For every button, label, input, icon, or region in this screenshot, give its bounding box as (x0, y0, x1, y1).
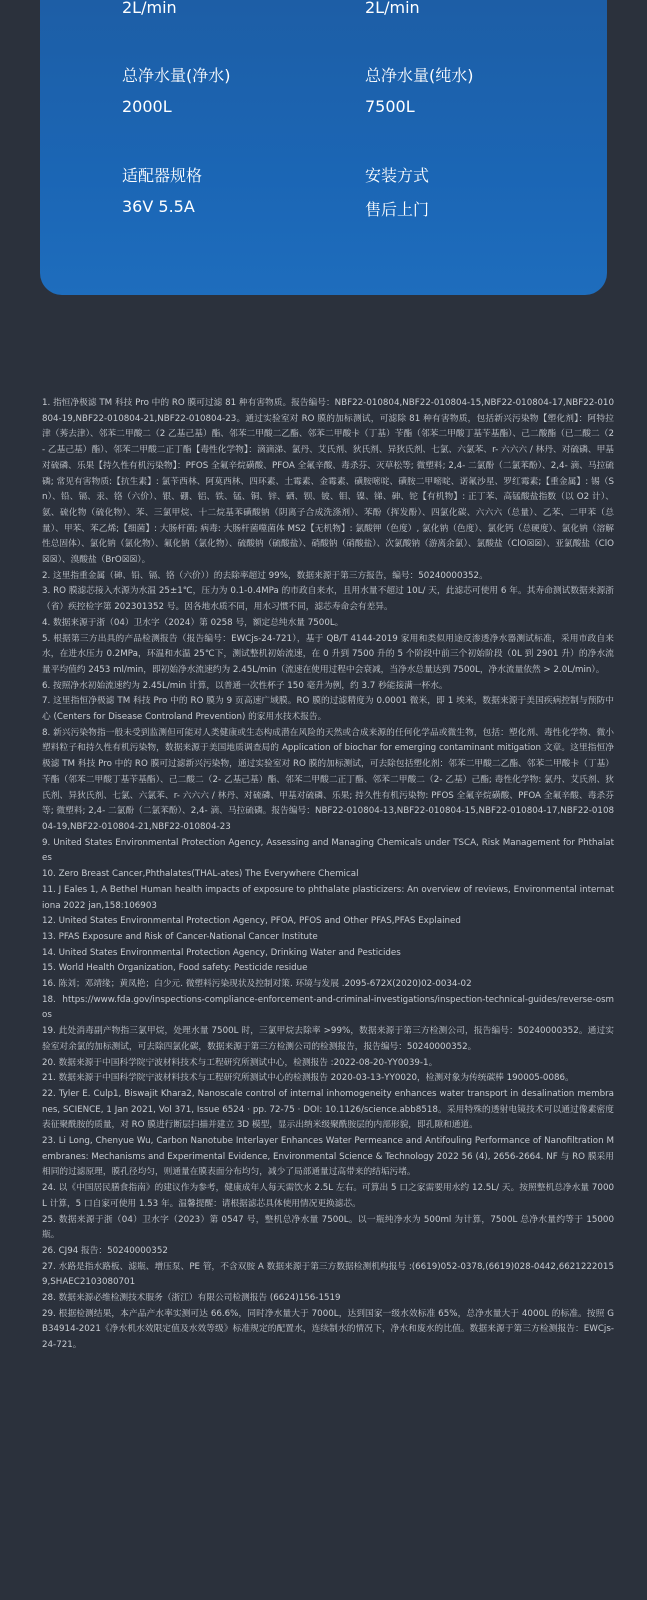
footnote: 25. 数据来源于浙（04）卫水字（2023）第 0547 号，整机总净水量 7500L。以一瓶纯净水为 500ml 为计算，7500L 总净水量约等于 15000 瓶。 (42, 1214, 614, 1241)
footnote: 24. 以《中国居民膳食指南》的建议作为参考，健康成年人每天需饮水 2.5L 左右。可算出 5 口之家需要用水约 12.5L/ 天。按照整机总净水量 7000L 计算，5 口自家可使用 1.53 年。温馨提醒：请根据滤芯具体使用情况更换滤芯。 (42, 1183, 614, 1209)
footnote: 28. 数据来源必维检测技术服务（浙江）有限公司检测报告 (6624)156-1519 (42, 1293, 341, 1304)
install-method-value: 售后上门 (365, 200, 430, 219)
install-method-label: 安装方式 (365, 166, 430, 185)
footnote: 29. 根据检测结果，本产品产水率实测可达 66.6%，同时净水量大于 7000L，达到国家一级水效标准 65%，总净水量大于 4000L 的标准。按照 GB34914-2021《净水机水效限定值及水效等级》标准规定的配置水，连续制水的情况下，净水和废水的比值。数据来源于第三方检测报告：EWCjs-24-721。 (42, 1308, 614, 1351)
adapter-spec-label: 适配器规格 (122, 166, 203, 185)
spec-card (40, 0, 607, 295)
clean-water-volume-label: 总净水量(净水) (122, 66, 231, 85)
footnote: 13. PFAS Exposure and Risk of Cancer-National Cancer Institute (42, 931, 318, 942)
footnote: 10. Zero Breast Cancer,Phthalates(THAL-ates) The Everywhere Chemical (42, 869, 359, 880)
footnote: 20. 数据来源于中国科学院宁波材料技术与工程研究所测试中心，检测报告 :2022-08-20-YY0039-1。 (42, 1057, 438, 1068)
footnote: 7. 这里指恒净极滤 TM 科技 Pro 中的 RO 膜为 9 页高速广域膜。RO 膜的过滤精度为 0.0001 微米，即 1 埃米，数据来源于美国疾病控制与预防中心 (Centers for Disease Controland Prevention) 的家用水技术报告。 (42, 696, 614, 723)
adapter-spec-value: 36V 5.5A (122, 197, 195, 216)
pure-water-volume-label: 总净水量(纯水) (365, 66, 474, 85)
footnote: 4. 数据来源于浙（04）卫水字（2024）第 0258 号，额定总纯水量 7500L。 (42, 617, 344, 628)
footnote: 2. 这里指重金属（砷、铅、镉、铬（六价））的去除率超过 99%，数据来源于第三方报告，编号：50240000352。 (42, 570, 488, 581)
footnotes (42, 396, 614, 1354)
footnote: 9. United States Environmental Protection Agency, Assessing and Managing Chemicals under TSCA, Risk Management for Phthalates (42, 837, 614, 864)
footnote: 3. RO 膜滤芯接入水源为水温 25±1℃，压力为 0.1-0.4MPa 的市政自来水，且用水量不超过 10L/ 天，此滤芯可使用 6 年。其寿命测试数据来源浙（省）疾控检字第 202301352 号。因各地水质不同，用水习惯不同，滤芯寿命会有差异。 (42, 586, 614, 613)
clean-water-volume-value: 2000L (122, 97, 172, 116)
pure-water-volume-value: 7500L (365, 97, 415, 116)
footnote: 8. 新兴污染物指一般未受到监测但可能对人类健康或生态构成潜在风险的天然或合成来源的任何化学品或微生物，包括：塑化剂、毒性化学物、微小塑料粒子和持久性有机污染物，数据来源于美国地质调查局的 Application of biochar for emerging contaminant mitigation 文章。这里指恒净极滤 TM 科技 Pro 中的 RO 膜可过滤新兴污染物，通过实验室对 RO 膜的加标测试，可去除包括塑化剂：邻苯二甲酸二乙酯、邻苯二甲酸卡（丁基）苄酯（邻苯二甲酸丁基苄基酯）、己二酸二（2- 乙基己基）酯、邻苯二甲酸二正丁酯、邻苯二甲酸二（2- 乙基）己酯; 毒性化学物: 氯丹、艾氏剂、狄氏剂、异狄氏剂、七氯、六氯苯、r- 六六六 / 林丹、对硫磷、甲基对硫磷、乐果; 持久性有机污染物: PFOS 全氟辛烷磺酸、PFOA 全氟辛酸、毒杀芬等; 微塑料; 2,4- 二氯酚（二氯苯酚）、2,4- 滴、马拉硫磷。报告编号：NBF22-010804-13,NBF22-010804-15,NBF22-010804-17,NBF22-010804-19,NBF22-010804-21,NBF22-010804-23 (42, 727, 614, 832)
footnote: 15. World Health Organization, Food safety: Pesticide residue (42, 963, 308, 974)
footnote: 27. 水路是指水路板、滤瓶、增压泵、PE 管，不含双胺 A 数据来源于第三方数据检测机构报号 :(6619)052-0378,(6619)028-0442,66212220159,SHAEC2103080701 (42, 1261, 614, 1288)
footnote: 22. Tyler E. Culp1, Biswajit Khara2, Nanoscale control of internal inhomogeneity enhances water transport in desalination membranes, SCIENCE, 1 Jan 2021, Vol 371, Issue 6524 · pp. 72-75 · DOI: 10.1126/science.abb8518。采用特殊的透射电镜技术可以通过像素密度表征聚酰胺的质量，对 RO 膜进行断层扫描并建立 3D 模型，显示出纳米级聚酰胺层的内部形貌，即孔隙和通道。 (42, 1088, 614, 1131)
footnote: 6. 按照净水初始流速约为 2.45L/min 计算，以普通一次性杯子 150 毫升为例，约 3.7 秒能接满一杯水。 (42, 680, 448, 691)
flow-rate-right-value: 2L/min (365, 0, 420, 17)
footnote: 23. Li Long, Chenyue Wu, Carbon Nanotube Interlayer Enhances Water Permeance and Antifouling Performance of Nanofiltration Membranes: Mechanisms and Experimental Evidence, Environmental Science & Technology 2022 56 (4), 2656-2664. NF 与 RO 膜采用相同的过滤原理，膜孔径均匀，则通量在膜表面分布均匀，减少了局部通量过高带来的结垢污堵。 (42, 1136, 614, 1178)
footnote: 5. 根据第三方出具的产品检测报告（报告编号：EWCjs-24-721），基于 QB/T 4144-2019 家用和类似用途反渗透净水器测试标准，采用市政自来水，在进水压力 0.2MPa，环温和水温 25℃下，测试整机初始流速，在 0 升到 7500 升的 5 个阶段中前三个初始阶段（0L 到 2901 升）的净水流量平均值约 2453 ml/min，即初始净水流速约为 2.45L/min（流速在使用过程中会衰减，当净水总量达到 7500L，净水流量依然 > 2.0L/min）。 (42, 633, 614, 675)
footnote: 11. J Eales 1, A Bethel Human health impacts of exposure to phthalate plasticizers: An overview of reviews, Environmental internationa 2022 jan,158:106903 (42, 884, 614, 911)
footnote: 12. United States Environmental Protection Agency, PFOA, PFOS and Other PFAS,PFAS Explained (42, 916, 461, 927)
footnote: 19. 此处消毒副产物指三氯甲烷，处理水量 7500L 时，三氯甲烷去除率 >99%，数据来源于第三方检测公司，报告编号：50240000352。通过实验室对余氯的加标测试，可去除四氯化碳，数据来源于第三方检测公司的检测报告，报告编号：50240000352。 (42, 1026, 614, 1052)
flow-rate-left-value: 2L/min (122, 0, 177, 17)
footnote: 14. United States Environmental Protection Agency, Drinking Water and Pesticides (42, 947, 401, 958)
footnote: 18. https://www.fda.gov/inspections-compliance-enforcement-and-criminal-investigations/inspection-technical-guides/reverse-osmos (42, 994, 614, 1021)
footnote: 26. CJ94 报告：50240000352 (42, 1245, 168, 1256)
footnote: 1. 指恒净极滤 TM 科技 Pro 中的 RO 膜可过滤 81 种有害物质。报告编号：NBF22-010804,NBF22-010804-15,NBF22-010804-17,NBF22-010804-19,NBF22-010804-21,NBF22-010804-23。通过实验室对 RO 膜的加标测试，可滤除 81 种有害物质，包括新兴污染物【塑化剂】：阿特拉津（莠去津）、邻苯二甲酸二（2 乙基己基）酯、邻苯二甲酸二乙酯、邻苯二甲酸卡（丁基）苄酯（邻苯二甲酸丁基苄基酯）、己二酸酯（已二酸二（2- 乙基己基）酯）、邻苯二甲酸二正丁酯【毒性化学物】：滴滴涕、氯丹、艾氏剂、狄氏剂、异狄氏剂、七氯、六氯苯、r- 六六六 / 林丹、对硫磷、甲基对硫磷、乐果【持久性有机污染物】：PFOS 全氟辛烷磺酸、PFOA 全氟辛酸、毒杀芬、灭草松等; 微塑料; 2,4- 二氯酚（二氯苯酚）、2,4- 滴、马拉硫磷; 常见有害物质:【抗生素】: 氯苄西林、阿莫西林、四环素、土霉素、金霉素、磺胺嘧啶、磺胺二甲嘧啶、诺氟沙星、罗红霉素;【重金属】: 锡（Sn）、铅、镉、汞、铬（六价）、银、硼、铝、铁、锰、铜、锌、硒、钡、铍、钼、镍、锑、砷、铊【有机物】: 正丁苯、高锰酸盐指数（以 O2 计）、氨、硫化物（硫化物）、苯、三氯甲烷、十二烷基苯磺酸钠（阴离子合成洗涤剂）、苯酚（挥发酚）、四氯化碳、六六六（总量）、乙苯、二甲苯（总量）、甲苯、苯乙烯;【细菌】: 大肠杆菌; 病毒: 大肠杆菌噬菌体 MS2【无机物】: 氯酸钾（色度）, 氯化钠（色度）、氯化钙（总硬度）、氯化钠（溶解性总固体）、氯化钠（氯化物）、氟化钠（氯化物）、硫酸钠（硫酸盐）、硝酸钠（硝酸盐）、次氯酸钠（游离余氯）、氯酸盐（ClO☒☒）、亚氯酸盐（ClO☒☒）、溴酸盐（BrO☒☒）。 (42, 398, 614, 566)
footnote: 16. 陈刘；邓靖缘；黄凤艳；白少元. 微塑料污染现状及控制对策. 环境与发展 .2095-672X(2020)02-0034-02 (42, 979, 472, 990)
footnote: 21. 数据来源于中国科学院宁波材料技术与工程研究所测试中心的检测报告 2020-03-13-YY0020，检测对象为传统碳棒 190005-0086。 (42, 1073, 574, 1084)
